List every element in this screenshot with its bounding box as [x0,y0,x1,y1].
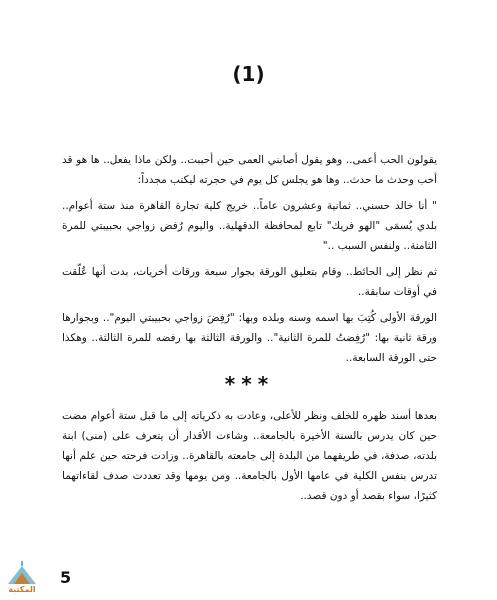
chapter-number: (1) [232,62,265,86]
paragraph-3: ثم نظر إلى الحائط.. وقام بتعليق الورقة بجوار سبعة ورقات أخريات، بدت أنها عُلّقت في أوقات سابقة.. [62,266,437,298]
library-logo [2,560,42,598]
page-number: 5 [60,568,72,587]
paragraph-1: يقولون الحب أعمى.. وهو يقول أصابني العمى حين أحببت.. ولكن ماذا يفعل.. ها هو قد أحب وحدث ما حدث.. وها هو يجلس كل يوم في حجرته ليكتب مجدداً: [62,154,437,186]
paragraph-4: الورقة الأولى كُتِبَ بها اسمه وسنه وبلده وبها: "رُفِضَ زواجي بحبيبتي اليوم".. وبجوارها ورقة ثانية بها: "رُفِضتُ للمرة الثانية".. والورقة الثالثة بها رفضه للمرة الثالثة.. وهكذا حتى الورقة السابعة.. [62,312,437,364]
library-logo-text: المكتبة [8,585,36,594]
section-separator: *** [224,372,275,396]
library-logo-icon [6,560,38,586]
chapter-body [62,150,437,512]
paragraph-5: بعدها أسند ظهره للخلف ونظر للأعلى، وعادت به ذكرياته إلى ما قبل ستة أعوام مضت حين كان يدرس بالسنة الأخيرة بالجامعة.. وشاءت الأقدار أن يتعرف على (منى) ابنة بلدته، صدفة، في طريقهما من البلدة إلى جامعته بالقاهرة.. وزادت فرحته حين علم أنها تدرس بنفس الكلية في عامها الأول بالجامعة.. ومن يومها وقد تعددت صدف لقاءاتهما كثيرًا، سواء بقصد أو دون قصد.. [62,410,437,502]
paragraph-2: " أنا خالد حسني.. ثمانية وعشرون عاماً.. خريج كلية تجارة القاهرة منذ ستة أعوام.. بلدي يُسمَى "الهو فريك" تابع لمحافظة الدقهلية.. واليوم رُفض زواجي بحبيبتي للمرة الثامنة.. ولنفس السبب .." [62,200,437,252]
